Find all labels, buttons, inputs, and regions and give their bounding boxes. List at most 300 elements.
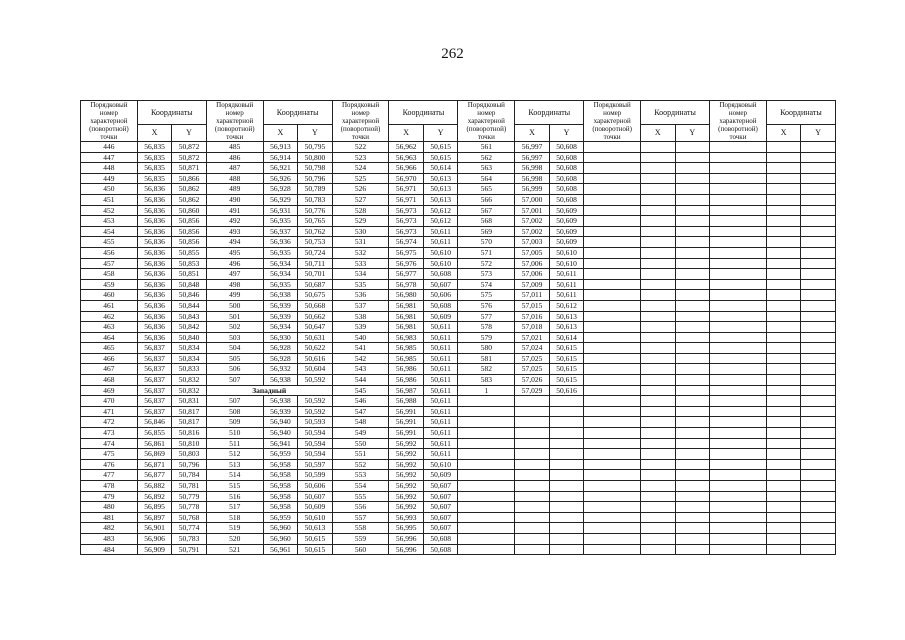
point-number-cell: 468 (81, 375, 138, 386)
point-number-cell: 482 (81, 523, 138, 534)
point-number-cell: 564 (458, 173, 515, 184)
y-coordinate-cell: 50,604 (298, 364, 333, 375)
point-number-cell: 582 (458, 364, 515, 375)
point-number-cell: 535 (332, 279, 389, 290)
point-number-cell (458, 438, 515, 449)
point-number-header: Порядковый номер характерной (поворотной) точки (584, 101, 641, 142)
point-number-cell: 525 (332, 173, 389, 184)
table-row (81, 481, 836, 492)
point-number-cell (584, 269, 641, 280)
table-row (81, 194, 836, 205)
point-number-cell (458, 491, 515, 502)
y-coordinate-cell (675, 459, 710, 470)
table-row (81, 385, 836, 396)
point-number-cell (584, 205, 641, 216)
header-row-top (81, 101, 836, 125)
x-coordinate-cell (641, 438, 676, 449)
point-number-cell: 454 (81, 226, 138, 237)
y-coordinate-cell: 50,611 (423, 375, 458, 386)
x-coordinate-cell: 56,837 (137, 385, 172, 396)
y-coordinate-cell (549, 438, 584, 449)
point-number-cell (710, 290, 767, 301)
point-number-cell: 529 (332, 216, 389, 227)
x-coordinate-cell: 56,998 (515, 163, 550, 174)
y-header: Y (801, 125, 836, 142)
x-coordinate-cell (641, 470, 676, 481)
point-number-cell: 452 (81, 205, 138, 216)
x-coordinate-cell (641, 152, 676, 163)
table-row (81, 428, 836, 439)
y-coordinate-cell: 50,866 (172, 173, 207, 184)
y-coordinate-cell: 50,612 (423, 205, 458, 216)
y-coordinate-cell: 50,622 (298, 343, 333, 354)
x-coordinate-cell (641, 300, 676, 311)
point-number-cell (710, 502, 767, 513)
y-coordinate-cell: 50,798 (298, 163, 333, 174)
point-number-header: Порядковый номер характерной (поворотной) точки (710, 101, 767, 142)
point-number-cell: 556 (332, 502, 389, 513)
x-coordinate-cell: 56,992 (389, 449, 424, 460)
y-coordinate-cell: 50,615 (423, 152, 458, 163)
point-number-cell (584, 216, 641, 227)
y-coordinate-cell (801, 512, 836, 523)
x-coordinate-cell (766, 396, 801, 407)
x-coordinate-cell: 56,939 (263, 311, 298, 322)
x-coordinate-cell: 56,938 (263, 290, 298, 301)
y-coordinate-cell: 50,768 (172, 512, 207, 523)
point-number-cell: 524 (332, 163, 389, 174)
x-coordinate-cell: 57,025 (515, 353, 550, 364)
x-coordinate-cell (641, 481, 676, 492)
point-number-cell: 526 (332, 184, 389, 195)
y-coordinate-cell: 50,608 (549, 142, 584, 153)
y-coordinate-cell: 50,613 (549, 311, 584, 322)
point-number-cell: 546 (332, 396, 389, 407)
table-row (81, 364, 836, 375)
x-coordinate-cell (641, 216, 676, 227)
point-number-cell: 569 (458, 226, 515, 237)
y-coordinate-cell: 50,599 (298, 470, 333, 481)
x-coordinate-cell (766, 205, 801, 216)
point-number-cell: 502 (206, 322, 263, 333)
x-coordinate-cell (641, 163, 676, 174)
x-coordinate-cell (766, 449, 801, 460)
point-number-cell (458, 470, 515, 481)
y-coordinate-cell (801, 491, 836, 502)
x-coordinate-cell: 56,913 (263, 142, 298, 153)
x-coordinate-cell: 56,935 (263, 279, 298, 290)
point-number-cell (710, 237, 767, 248)
point-number-cell: 457 (81, 258, 138, 269)
table-row (81, 142, 836, 153)
x-coordinate-cell (766, 343, 801, 354)
point-number-cell (584, 237, 641, 248)
x-coordinate-cell: 56,959 (263, 449, 298, 460)
point-number-cell (458, 512, 515, 523)
x-coordinate-cell: 56,941 (263, 438, 298, 449)
x-coordinate-cell (515, 491, 550, 502)
point-number-cell (584, 332, 641, 343)
x-coordinate-cell: 56,963 (389, 152, 424, 163)
y-coordinate-cell: 50,613 (423, 173, 458, 184)
point-number-cell (584, 311, 641, 322)
x-coordinate-cell: 56,973 (389, 226, 424, 237)
point-number-cell: 488 (206, 173, 263, 184)
point-number-cell: 464 (81, 332, 138, 343)
x-coordinate-cell: 56,970 (389, 173, 424, 184)
x-coordinate-cell (641, 258, 676, 269)
y-coordinate-cell: 50,855 (172, 247, 207, 258)
y-coordinate-cell: 50,856 (172, 237, 207, 248)
x-coordinate-cell (641, 322, 676, 333)
x-coordinate-cell: 56,992 (389, 459, 424, 470)
y-coordinate-cell: 50,597 (298, 459, 333, 470)
x-coordinate-cell: 56,836 (137, 184, 172, 195)
y-coordinate-cell: 50,781 (172, 481, 207, 492)
point-number-cell: 470 (81, 396, 138, 407)
y-coordinate-cell (675, 152, 710, 163)
x-coordinate-cell (515, 523, 550, 534)
y-coordinate-cell: 50,611 (423, 396, 458, 407)
point-number-cell (710, 544, 767, 555)
y-coordinate-cell (675, 449, 710, 460)
y-coordinate-cell: 50,611 (423, 449, 458, 460)
x-coordinate-cell: 56,837 (137, 406, 172, 417)
point-number-cell (710, 512, 767, 523)
x-coordinate-cell: 57,003 (515, 237, 550, 248)
y-coordinate-cell (801, 449, 836, 460)
x-coordinate-cell (641, 491, 676, 502)
table-row (81, 184, 836, 195)
y-coordinate-cell: 50,609 (549, 226, 584, 237)
x-coordinate-cell (766, 523, 801, 534)
x-coordinate-cell (766, 502, 801, 513)
y-coordinate-cell: 50,774 (172, 523, 207, 534)
table-row (81, 459, 836, 470)
point-number-cell: 459 (81, 279, 138, 290)
x-coordinate-cell: 56,836 (137, 258, 172, 269)
point-number-cell: 1 (458, 385, 515, 396)
point-number-cell (710, 459, 767, 470)
x-coordinate-cell: 56,992 (389, 438, 424, 449)
y-coordinate-cell: 50,803 (172, 449, 207, 460)
x-coordinate-cell: 56,892 (137, 491, 172, 502)
point-number-cell (710, 364, 767, 375)
y-coordinate-cell: 50,844 (172, 300, 207, 311)
point-number-cell: 466 (81, 353, 138, 364)
x-coordinate-cell: 56,877 (137, 470, 172, 481)
table-row (81, 491, 836, 502)
table-row (81, 449, 836, 460)
point-number-cell (710, 428, 767, 439)
x-coordinate-cell (515, 438, 550, 449)
point-number-cell (710, 226, 767, 237)
x-coordinate-cell: 56,991 (389, 417, 424, 428)
y-coordinate-cell (675, 417, 710, 428)
y-coordinate-cell: 50,610 (298, 512, 333, 523)
coordinates-header: Координаты (263, 101, 332, 125)
point-number-cell (458, 481, 515, 492)
y-coordinate-cell (801, 533, 836, 544)
point-number-cell (710, 470, 767, 481)
point-number-cell: 490 (206, 194, 263, 205)
point-number-cell: 467 (81, 364, 138, 375)
point-number-cell (584, 438, 641, 449)
point-number-cell (584, 491, 641, 502)
point-number-cell: 446 (81, 142, 138, 153)
y-coordinate-cell: 50,611 (423, 332, 458, 343)
x-coordinate-cell: 56,985 (389, 343, 424, 354)
y-coordinate-cell: 50,611 (423, 237, 458, 248)
x-coordinate-cell (766, 491, 801, 502)
table-row (81, 290, 836, 301)
x-coordinate-cell: 57,025 (515, 364, 550, 375)
x-coordinate-cell (766, 237, 801, 248)
y-coordinate-cell (549, 523, 584, 534)
point-number-cell: 448 (81, 163, 138, 174)
y-header: Y (549, 125, 584, 142)
point-number-cell: 537 (332, 300, 389, 311)
point-number-cell: 477 (81, 470, 138, 481)
y-coordinate-cell (801, 300, 836, 311)
x-coordinate-cell: 56,836 (137, 216, 172, 227)
x-coordinate-cell: 56,836 (137, 269, 172, 280)
x-coordinate-cell (766, 311, 801, 322)
y-coordinate-cell (675, 332, 710, 343)
y-coordinate-cell: 50,832 (172, 375, 207, 386)
y-coordinate-cell (801, 205, 836, 216)
x-coordinate-cell: 57,006 (515, 269, 550, 280)
x-coordinate-cell: 56,997 (515, 152, 550, 163)
page-number: 262 (441, 46, 464, 62)
y-coordinate-cell (675, 396, 710, 407)
x-coordinate-cell (766, 258, 801, 269)
table-row (81, 523, 836, 534)
point-number-cell (584, 481, 641, 492)
x-coordinate-cell (641, 269, 676, 280)
y-header: Y (423, 125, 458, 142)
table-row (81, 152, 836, 163)
x-coordinate-cell (515, 417, 550, 428)
section-label: Западный (206, 385, 332, 396)
x-coordinate-cell (641, 205, 676, 216)
point-number-cell: 503 (206, 332, 263, 343)
point-number-cell: 577 (458, 311, 515, 322)
table-row (81, 300, 836, 311)
point-number-cell (584, 417, 641, 428)
point-number-cell: 551 (332, 449, 389, 460)
x-coordinate-cell: 56,940 (263, 417, 298, 428)
x-coordinate-cell (641, 533, 676, 544)
x-coordinate-cell: 57,011 (515, 290, 550, 301)
x-coordinate-cell (766, 428, 801, 439)
point-number-cell (710, 300, 767, 311)
point-number-cell: 507 (206, 396, 263, 407)
y-coordinate-cell (801, 353, 836, 364)
y-coordinate-cell: 50,614 (549, 332, 584, 343)
y-coordinate-cell: 50,776 (298, 205, 333, 216)
point-number-cell: 491 (206, 205, 263, 216)
x-coordinate-cell: 56,981 (389, 311, 424, 322)
y-coordinate-cell (675, 364, 710, 375)
x-coordinate-cell (641, 396, 676, 407)
y-coordinate-cell: 50,609 (549, 216, 584, 227)
y-coordinate-cell (675, 322, 710, 333)
x-coordinate-cell (641, 449, 676, 460)
x-coordinate-cell: 56,996 (389, 544, 424, 555)
point-number-cell (584, 459, 641, 470)
y-coordinate-cell: 50,662 (298, 311, 333, 322)
x-coordinate-cell: 56,836 (137, 332, 172, 343)
y-coordinate-cell: 50,753 (298, 237, 333, 248)
table-row (81, 269, 836, 280)
x-coordinate-cell: 56,935 (263, 216, 298, 227)
point-number-cell (584, 428, 641, 439)
table-row (81, 470, 836, 481)
x-coordinate-cell: 56,991 (389, 406, 424, 417)
y-coordinate-cell: 50,711 (298, 258, 333, 269)
y-coordinate-cell (801, 332, 836, 343)
x-header: X (641, 125, 676, 142)
y-coordinate-cell: 50,789 (298, 184, 333, 195)
x-coordinate-cell: 56,961 (263, 544, 298, 555)
point-number-cell (584, 173, 641, 184)
y-coordinate-cell: 50,647 (298, 322, 333, 333)
point-number-cell (458, 459, 515, 470)
point-number-cell: 583 (458, 375, 515, 386)
x-coordinate-cell: 56,939 (263, 300, 298, 311)
point-number-cell (710, 353, 767, 364)
point-number-cell: 544 (332, 375, 389, 386)
point-number-cell (710, 247, 767, 258)
x-coordinate-cell (641, 194, 676, 205)
y-coordinate-cell (675, 300, 710, 311)
x-coordinate-cell: 56,836 (137, 322, 172, 333)
y-coordinate-cell: 50,615 (298, 544, 333, 555)
point-number-cell: 536 (332, 290, 389, 301)
y-coordinate-cell: 50,817 (172, 406, 207, 417)
y-coordinate-cell (675, 226, 710, 237)
y-coordinate-cell: 50,612 (423, 216, 458, 227)
point-number-cell (710, 194, 767, 205)
point-number-cell (710, 163, 767, 174)
y-coordinate-cell: 50,872 (172, 152, 207, 163)
y-coordinate-cell: 50,608 (549, 194, 584, 205)
table-row (81, 279, 836, 290)
x-coordinate-cell: 56,997 (515, 142, 550, 153)
x-coordinate-cell: 56,926 (263, 173, 298, 184)
point-number-cell: 565 (458, 184, 515, 195)
point-number-cell: 461 (81, 300, 138, 311)
y-coordinate-cell: 50,611 (423, 343, 458, 354)
point-number-cell (710, 332, 767, 343)
x-coordinate-cell (766, 300, 801, 311)
x-coordinate-cell (515, 470, 550, 481)
y-coordinate-cell: 50,611 (423, 406, 458, 417)
y-coordinate-cell (801, 502, 836, 513)
y-coordinate-cell (801, 406, 836, 417)
point-number-cell: 451 (81, 194, 138, 205)
y-coordinate-cell: 50,778 (172, 502, 207, 513)
x-coordinate-cell: 56,940 (263, 428, 298, 439)
x-coordinate-cell (766, 406, 801, 417)
point-number-cell (584, 523, 641, 534)
point-number-cell (710, 322, 767, 333)
x-coordinate-cell: 56,959 (263, 512, 298, 523)
x-coordinate-cell: 56,974 (389, 237, 424, 248)
y-coordinate-cell: 50,606 (423, 290, 458, 301)
table-row (81, 226, 836, 237)
x-coordinate-cell: 56,929 (263, 194, 298, 205)
point-number-cell: 449 (81, 173, 138, 184)
x-coordinate-cell (766, 512, 801, 523)
x-coordinate-cell (641, 237, 676, 248)
point-number-cell: 469 (81, 385, 138, 396)
coordinates-header: Координаты (389, 101, 458, 125)
x-coordinate-cell: 56,936 (263, 237, 298, 248)
table-row (81, 343, 836, 354)
point-number-cell (584, 290, 641, 301)
x-coordinate-cell: 56,835 (137, 142, 172, 153)
point-number-cell: 571 (458, 247, 515, 258)
table-row (81, 258, 836, 269)
y-coordinate-cell (675, 470, 710, 481)
point-number-cell: 460 (81, 290, 138, 301)
point-number-cell: 558 (332, 523, 389, 534)
point-number-header: Порядковый номер характерной (поворотной) точки (81, 101, 138, 142)
x-coordinate-cell: 56,837 (137, 364, 172, 375)
point-number-cell: 552 (332, 459, 389, 470)
y-coordinate-cell: 50,834 (172, 343, 207, 354)
table-row (81, 438, 836, 449)
y-coordinate-cell: 50,832 (172, 385, 207, 396)
point-number-cell: 515 (206, 481, 263, 492)
y-coordinate-cell (675, 481, 710, 492)
point-number-cell: 474 (81, 438, 138, 449)
x-coordinate-cell (766, 173, 801, 184)
y-coordinate-cell: 50,610 (423, 247, 458, 258)
x-coordinate-cell: 56,836 (137, 300, 172, 311)
x-coordinate-cell (766, 290, 801, 301)
y-coordinate-cell (675, 216, 710, 227)
y-coordinate-cell (675, 343, 710, 354)
y-coordinate-cell: 50,701 (298, 269, 333, 280)
x-coordinate-cell (766, 184, 801, 195)
x-coordinate-cell (766, 459, 801, 470)
y-coordinate-cell (549, 449, 584, 460)
x-coordinate-cell: 56,909 (137, 544, 172, 555)
y-coordinate-cell (549, 406, 584, 417)
y-coordinate-cell: 50,615 (423, 142, 458, 153)
point-number-cell: 555 (332, 491, 389, 502)
table-row (81, 502, 836, 513)
point-number-cell: 572 (458, 258, 515, 269)
point-number-cell (710, 438, 767, 449)
y-coordinate-cell: 50,611 (423, 322, 458, 333)
point-number-cell: 548 (332, 417, 389, 428)
y-coordinate-cell: 50,608 (549, 163, 584, 174)
y-coordinate-cell (549, 470, 584, 481)
point-number-cell: 480 (81, 502, 138, 513)
point-number-cell: 450 (81, 184, 138, 195)
x-coordinate-cell (641, 523, 676, 534)
y-coordinate-cell (801, 523, 836, 534)
x-coordinate-cell (766, 152, 801, 163)
point-number-cell: 532 (332, 247, 389, 258)
x-coordinate-cell: 56,993 (389, 512, 424, 523)
y-coordinate-cell (549, 512, 584, 523)
y-coordinate-cell (801, 163, 836, 174)
